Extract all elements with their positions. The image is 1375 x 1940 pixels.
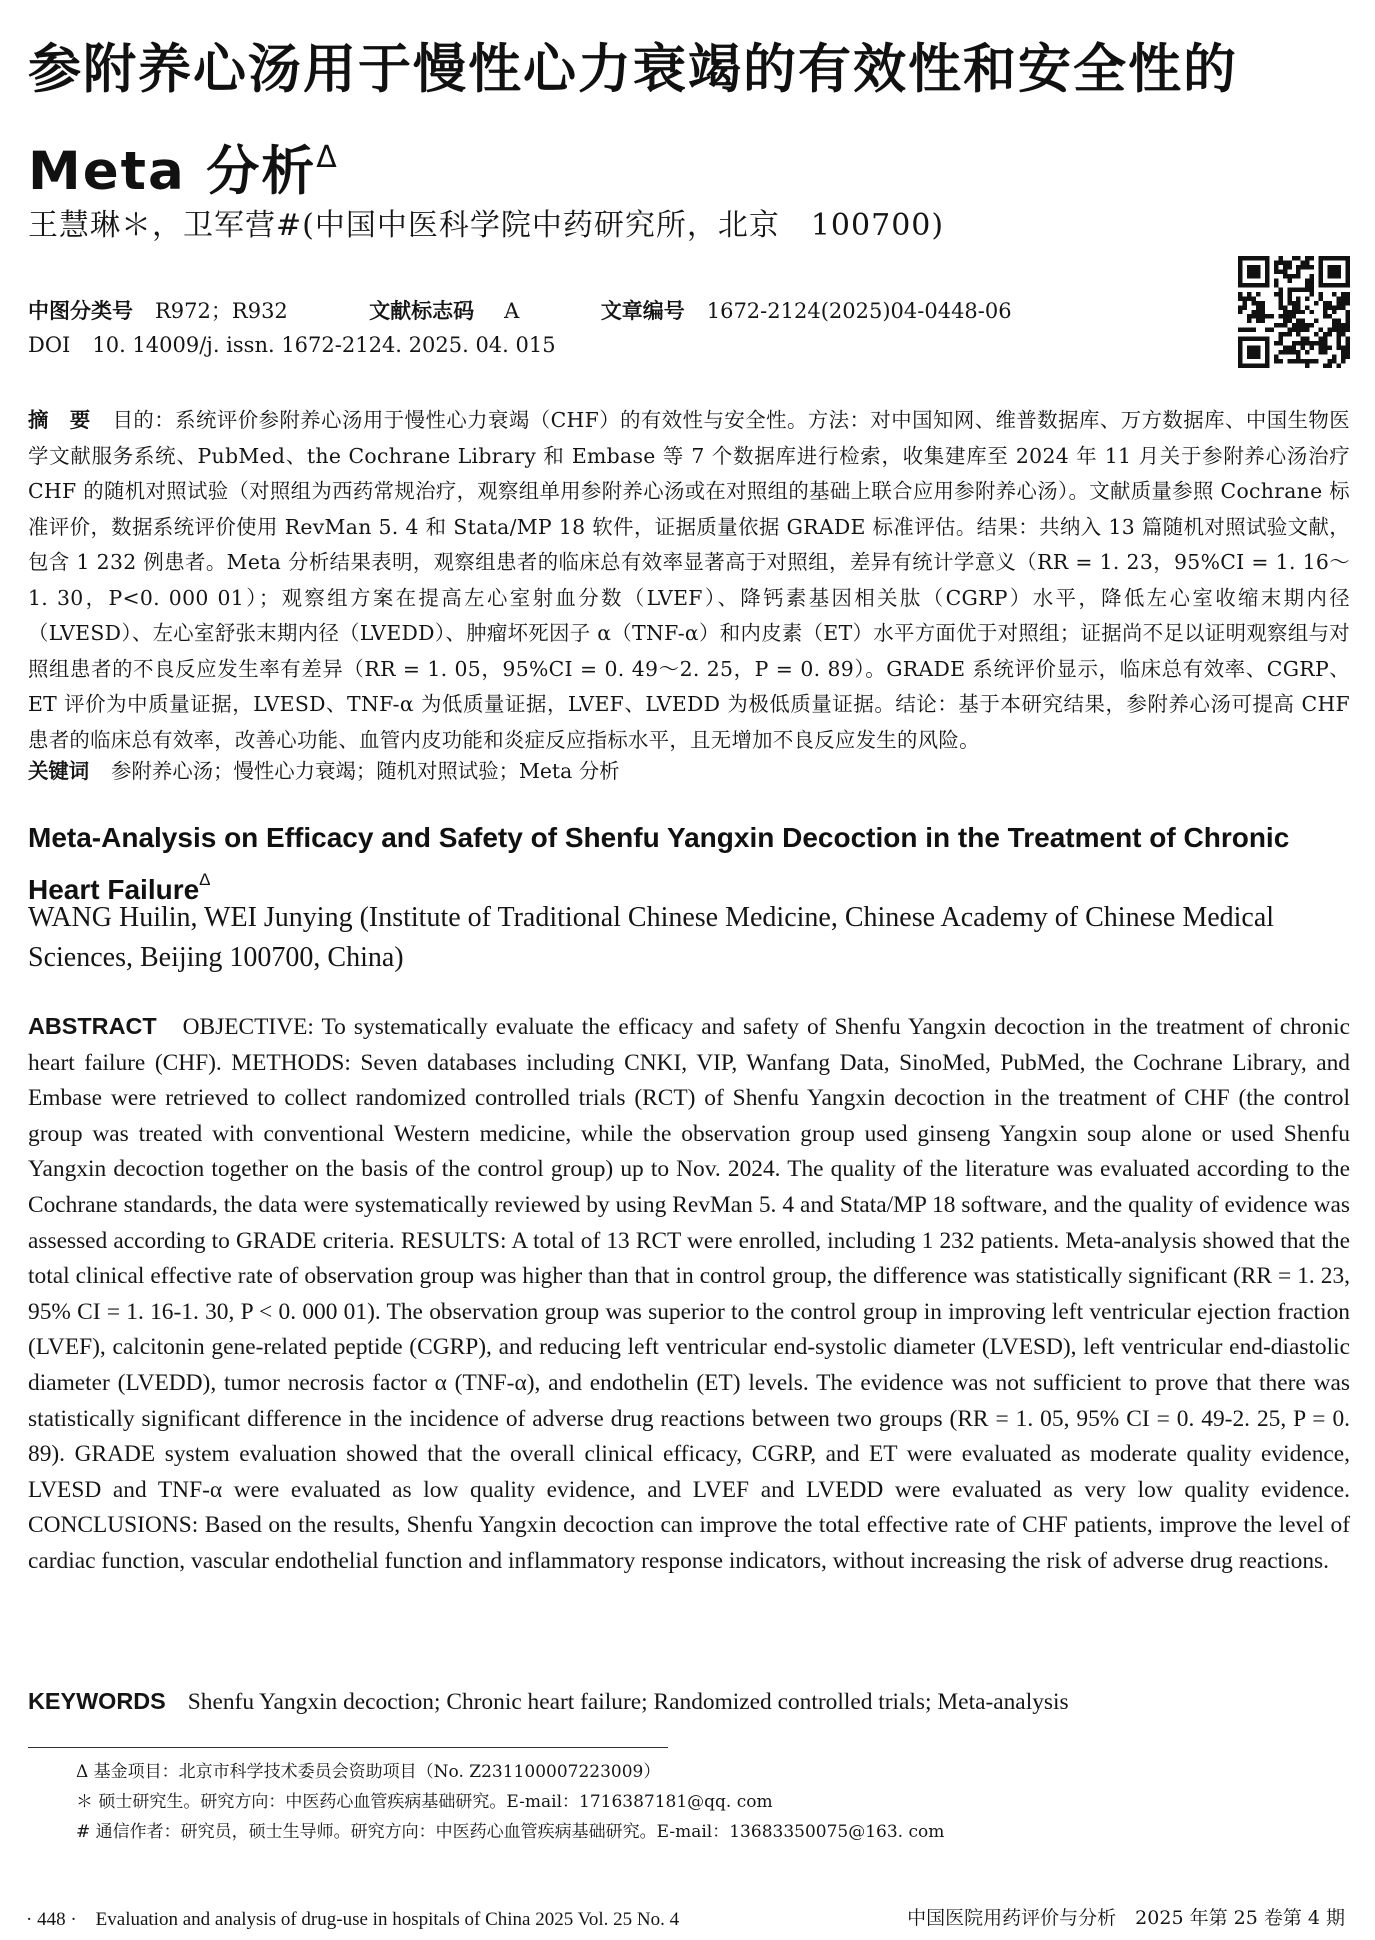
abstract-chinese-text: 目的：系统评价参附养心汤用于慢性心力衰竭（CHF）的有效性与安全性。方法：对中国知网、维普数据库、万方数据库、中国生物医学文献服务系统、PubMed、the Cochrane Library 和 Embase 等 7 个数据库进行检索，收集建库至 2024 年 11 月关于参附养心汤治疗 CHF 的随机对照试验（对照组为西药常规治疗，观察组单用参附养心汤或在对照组的基础上联合应用参附养心汤）。文献质量参照 Cochrane 标准评价，数据系统评价使用 RevMan 5. 4 和 Stata/MP 18 软件，证据质量依据 GRADE 标准评估。结果：共纳入 13 篇随机对照试验文献，包含 1 232 例患者。Meta 分析结果表明，观察组患者的临床总有效率显著高于对照组，差异有统计学意义（RR = 1. 23，95%CI = 1. 16～1. 30，P<0. 000 01）；观察组方案在提高左心室射血分数（LVEF）、降钙素基因相关肽（CGRP）水平，降低左心室收缩末期内径（LVESD）、左心室舒张末期内径（LVEDD）、肿瘤坏死因子 α（TNF-α）和内皮素（ET）水平方面优于对照组；证据尚不足以证明观察组与对照组患者的不良反应发生率有差异（RR = 1. 05，95%CI = 0. 49～2. 25，P = 0. 89）。GRADE 系统评价显示，临床总有效率、CGRP、ET 评价为中质量证据，LVESD、TNF-α 为低质量证据，LVEF、LVEDD 为极低质量证据。结论：基于本研究结果，参附养心汤可提高 CHF 患者的临床总有效率，改善心功能、血管内皮功能和炎症反应指标水平，且无增加不良反应发生的风险。 bbox=[28, 408, 1350, 752]
footnote-first-author: ＊ 硕士研究生。研究方向：中医药心血管疾病基础研究。E-mail：1716387181@qq. com bbox=[76, 1792, 773, 1812]
classification-row bbox=[28, 295, 1012, 325]
authors-chinese: 王慧琳＊，卫军营#(中国中医科学院中药研究所，北京 100700) bbox=[28, 208, 945, 243]
abstract-english bbox=[28, 1009, 1350, 1580]
title-chinese-text: 参附养心汤用于慢性心力衰竭的有效性和安全性的Meta 分析 bbox=[28, 39, 1238, 202]
keywords-chinese-text: 参附养心汤；慢性心力衰竭；随机对照试验；Meta 分析 bbox=[111, 759, 620, 783]
qr-code-icon[interactable] bbox=[1238, 256, 1350, 368]
title-english-fund-mark: Δ bbox=[199, 870, 211, 889]
footnote-funding: Δ 基金项目：北京市科学技术委员会资助项目（No. Z231100007223009） bbox=[76, 1762, 661, 1782]
doi-label: DOI bbox=[28, 333, 71, 357]
footnote-divider bbox=[28, 1747, 668, 1748]
doc-code-label: 文献标志码 bbox=[369, 299, 475, 323]
article-number-label: 文章编号 bbox=[600, 299, 685, 323]
keywords-chinese-label: 关键词 bbox=[28, 759, 90, 783]
abstract-chinese-label: 摘 要 bbox=[28, 408, 91, 432]
footnote-corresponding-author: # 通信作者：研究员，硕士生导师。研究方向：中医药心血管疾病基础研究。E-mail：13683350075@163. com bbox=[76, 1822, 945, 1842]
title-english bbox=[28, 817, 1358, 911]
title-chinese bbox=[28, 26, 1358, 216]
abstract-chinese bbox=[28, 403, 1350, 758]
keywords-english bbox=[28, 1688, 1069, 1716]
footnotes bbox=[76, 1757, 944, 1847]
abstract-english-text: OBJECTIVE: To systematically evaluate the efficacy and safety of Shenfu Yangxin decoction in the treatment of chronic heart failure (CHF). METHODS: Seven databases including CNKI, VIP, Wanfang Data, SinoMed, PubMed, the Cochrane Library, and Embase were retrieved to collect randomized controlled trials (RCT) of Shenfu Yangxin decoction in the treatment of CHF (the control group was treated with conventional Western medicine, while the observation group used ginseng Yangxin soup alone or used Shenfu Yangxin decoction together on the basis of the control group) up to Nov. 2024. The quality of the literature was evaluated according to the Cochrane standards, the data were systematically reviewed by using RevMan 5. 4 and Stata/MP 18 software, and the quality of evidence was assessed according to GRADE criteria. RESULTS: A total of 13 RCT were enrolled, including 1 232 patients. Meta-analysis showed that the total clinical effective rate of observation group was higher than that in control group, the difference was statistically significant (RR = 1. 23, 95% CI = 1. 16-1. 30, P < 0. 000 01). The observation group was superior to the control group in improving left ventricular ejection fraction (LVEF), calcitonin gene-related peptide (CGRP), and reducing left ventricular end-systolic diameter (LVESD), left ventricular end-diastolic diameter (LVEDD), tumor necrosis factor α (TNF-α), and endothelin (ET) levels. The evidence was not sufficient to prove that there was statistically significant difference in the incidence of adverse drug reactions between two groups (RR = 1. 05, 95% CI = 0. 49-2. 25, P = 0. 89). GRADE system evaluation showed that the overall clinical efficacy, CGRP, and ET were evaluated as moderate quality evidence, LVESD and TNF-α were evaluated as low quality evidence, and LVEF and LVEDD were evaluated as very low quality evidence. CONCLUSIONS: Based on the results, Shenfu Yangxin decoction can improve the total effective rate of CHF patients, improve the level of cardiac function, vascular endothelial function and inflammatory response indicators, without increasing the risk of adverse drug reactions. bbox=[28, 1014, 1350, 1574]
keywords-english-label: KEYWORDS bbox=[28, 1688, 166, 1714]
title-chinese-fund-mark: Δ bbox=[316, 140, 339, 175]
footer-journal-chinese: 中国医院用药评价与分析 2025 年第 25 卷第 4 期 bbox=[907, 1907, 1345, 1929]
clc-label: 中图分类号 bbox=[28, 299, 133, 323]
clc-value: R972；R932 bbox=[155, 299, 288, 323]
authors-english: WANG Huilin, WEI Junying (Institute of Traditional Chinese Medicine, Chinese Academy of Chinese Medical Sciences, Beijing 100700, China) bbox=[28, 902, 1275, 973]
keywords-chinese bbox=[28, 755, 620, 784]
keywords-english-text: Shenfu Yangxin decoction; Chronic heart failure; Randomized controlled trials; Meta-analysis bbox=[187, 1689, 1069, 1715]
title-english-text: Meta-Analysis on Efficacy and Safety of Shenfu Yangxin Decoction in the Treatment of Chronic Heart Failure bbox=[28, 822, 1290, 905]
doi-row bbox=[28, 333, 556, 357]
doc-code-value: A bbox=[504, 299, 520, 323]
footer-journal-english: · 448 · Evaluation and analysis of drug-use in hospitals of China 2025 Vol. 25 No. 4 bbox=[26, 1909, 680, 1930]
article-number-value: 1672-2124(2025)04-0448-06 bbox=[706, 299, 1012, 323]
abstract-english-label: ABSTRACT bbox=[28, 1013, 157, 1039]
doi-value[interactable]: 10. 14009/j. issn. 1672-2124. 2025. 04. 015 bbox=[92, 333, 556, 357]
